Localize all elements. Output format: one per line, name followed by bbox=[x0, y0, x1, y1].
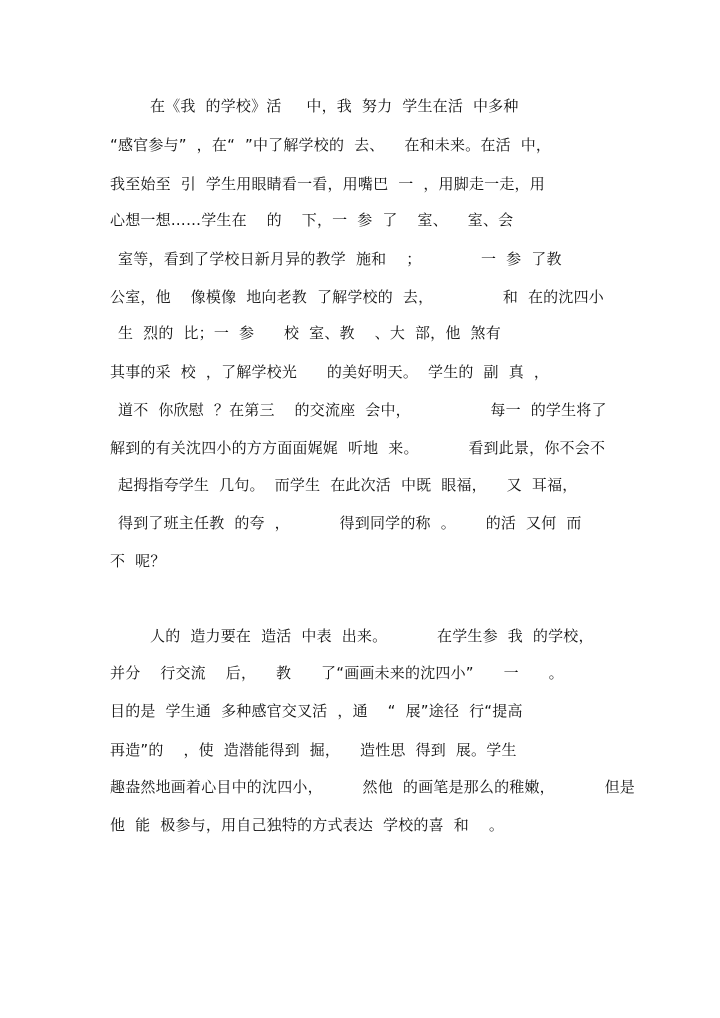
paragraph-2-line-2: 并分 行交流 后， 教 了“画画未来的沈四小” 一 。 bbox=[110, 664, 564, 682]
paragraph-1-line-8: 其事的采 校 ，了解学校光 的美好明天。 学生的 副 真 ， bbox=[110, 363, 550, 381]
paragraph-1-line-1: 在《我 的学校》活 中，我 努力 学生在活 中多种 bbox=[150, 97, 519, 115]
paragraph-1-line-5: 室等，看到了学校日新月异的教学 施和 ； 一 参 了教 bbox=[118, 250, 562, 268]
paragraph-1-line-10: 解到的有关沈四小的方方面面娓娓 听地 来。 看到此景，你不会不 bbox=[110, 439, 606, 457]
paragraph-1-line-12: 得到了班主任教 的夸 ， 得到同学的称 。 的活 又何 而 bbox=[118, 514, 582, 532]
paragraph-1-line-7: 生 烈的 比；一 参 校 室、教 、大 部，他 煞有 bbox=[118, 324, 501, 342]
paragraph-1-line-11: 起拇指夸学生 几句。 而学生 在此次活 中既 眼福， 又 耳福， bbox=[118, 476, 578, 494]
paragraph-2-line-5: 趣盎然地画着心目中的沈四小， 然他 的画笔是那么的稚嫩， 但是 bbox=[110, 778, 635, 796]
paragraph-1-line-13: 不 呢？ bbox=[110, 552, 166, 570]
paragraph-2-line-4: 再造”的 ，使 造潜能得到 掘， 造性思 得到 展。学生 bbox=[110, 741, 517, 759]
paragraph-2-line-3: 目的是 学生通 多种感官交叉活 ，通 “ 展”途径 行“提高 bbox=[110, 702, 523, 720]
paragraph-1-line-6: 公室，他 像模像 地向老教 了解学校的 去， 和 在的沈四小 bbox=[110, 288, 604, 306]
paragraph-1-line-2: “感官参与” ，在“ ”中了解学校的 去、 在和未来。在活 中， bbox=[110, 136, 552, 154]
paragraph-2-line-1: 人的 造力要在 造活 中表 出来。 在学生参 我 的学校， bbox=[150, 627, 594, 645]
paragraph-1-line-3: 我至始至 引 学生用眼睛看一看，用嘴巴 一 ，用脚走一走，用 bbox=[110, 175, 545, 193]
paragraph-2-line-6: 他 能 极参与，用自己独特的方式表达 学校的喜 和 。 bbox=[110, 816, 505, 834]
paragraph-1-line-9: 道不 你欣慰 ？在第三 的交流座 会中， 每一 的学生将了 bbox=[118, 401, 607, 419]
paragraph-1-line-4: 心想一想……学生在 的 下，一 参 了 室、 室、会 bbox=[110, 211, 514, 229]
